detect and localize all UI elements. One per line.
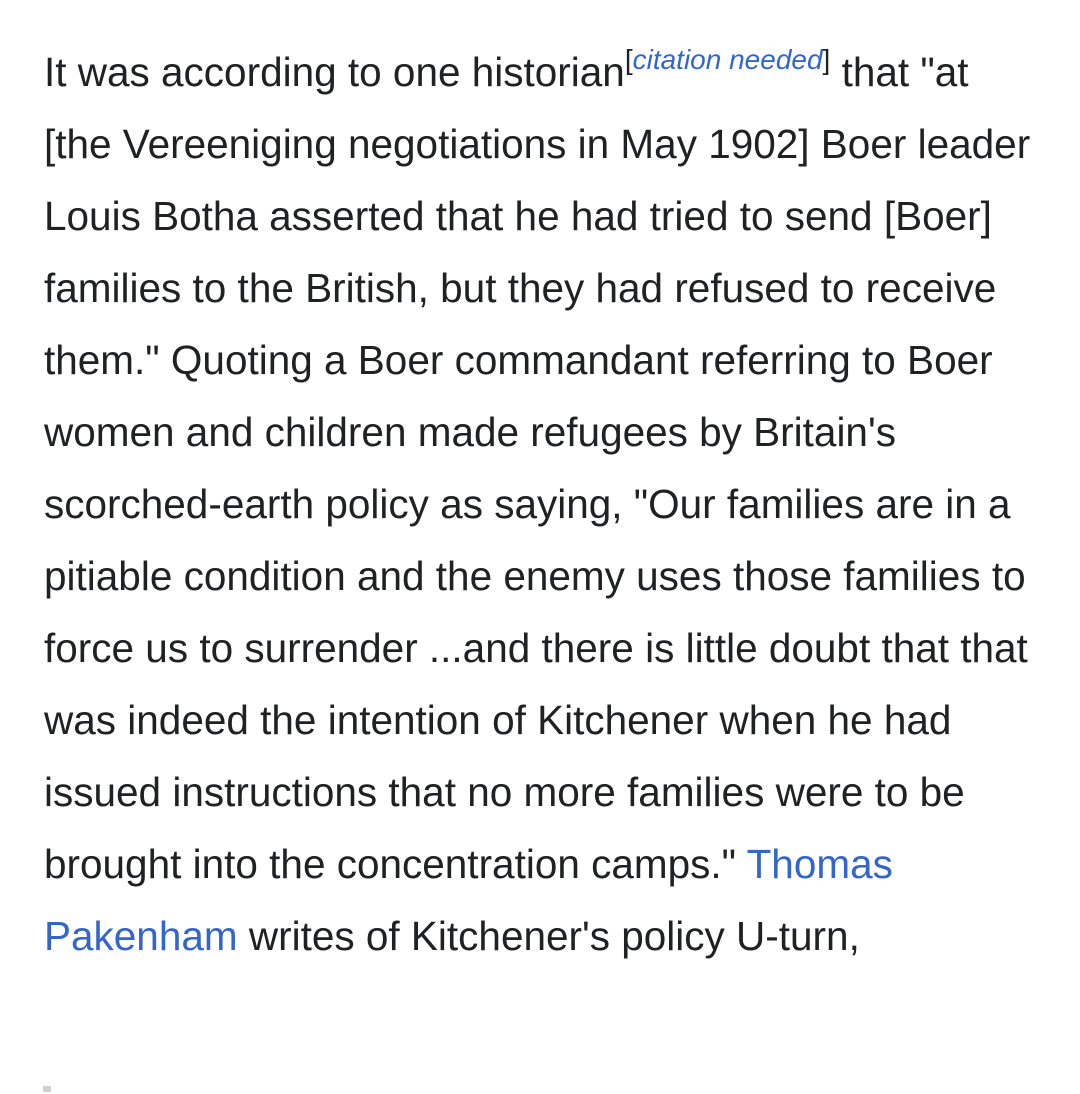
paragraph-text-start: It was according to one historian [44, 49, 625, 95]
article-paragraph [44, 36, 1044, 972]
citation-bracket-close: ] [822, 44, 831, 75]
citation-bracket-open: [ [624, 44, 633, 75]
citation-needed-note [625, 44, 831, 75]
paragraph-text-end: writes of Kitchener's policy U-turn, [237, 913, 860, 959]
thomas-pakenham-link[interactable]: Thomas Pakenham [44, 841, 893, 959]
scroll-indicator [43, 1086, 51, 1092]
paragraph-text-middle: that "at [the Vereeniging negotiations in May 1902] Boer leader Louis Botha asserted that he had tried to send [Boer] families to the British, but they had refused to receive them." Quoting a Boer commandant referring to Boer women and children made refugees by Britain's scorched-earth policy as saying, "Our families are in a pitiable condition and the enemy uses those families to force us to surrender ...and there is little doubt that that was indeed the intention of Kitchener when he had issued instructions that no more families were to be brought into the concentration camps." [44, 49, 1031, 887]
citation-needed-link[interactable]: citation needed [632, 44, 823, 75]
article-body [44, 36, 1044, 972]
